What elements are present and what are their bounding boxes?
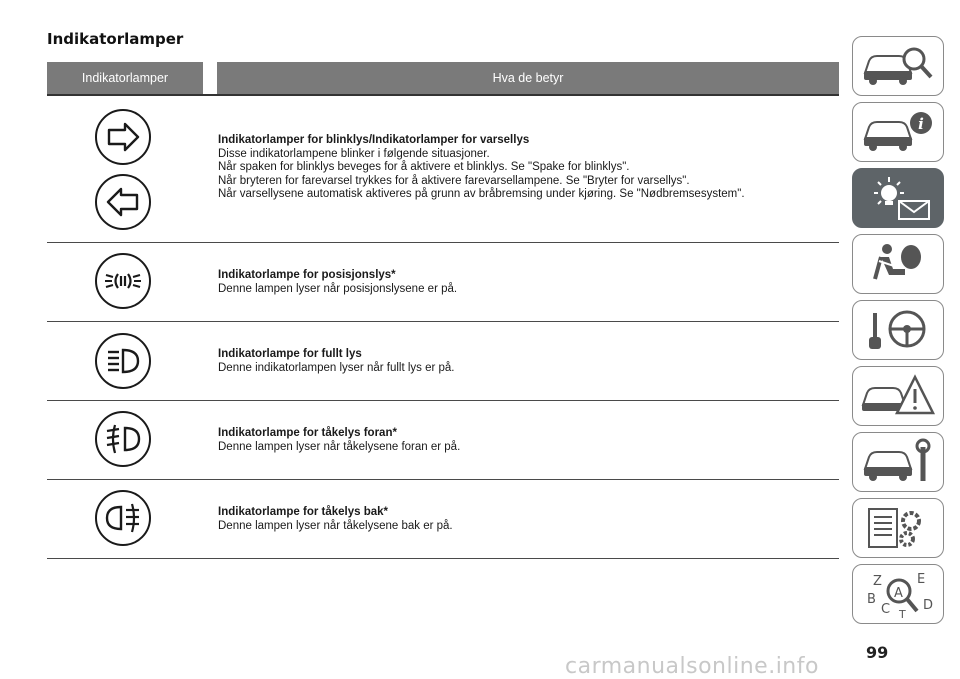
tab-index[interactable] <box>852 564 944 624</box>
row-description: Denne indikatorlampen lyser når fullt lys er på. <box>218 361 455 374</box>
row-title: Indikatorlamper for blinklys/Indikatorlamper for varsellys <box>218 134 530 146</box>
turn-signal-right-icon <box>95 109 151 165</box>
watermark: carmanualsonline.info <box>565 654 819 679</box>
car-info-icon <box>859 107 937 157</box>
index-letter: E <box>917 572 926 587</box>
table-header <box>47 62 839 96</box>
table-row <box>47 96 839 243</box>
seat-airbag-icon <box>859 239 937 289</box>
tab-seat-airbag[interactable] <box>852 234 944 294</box>
table-row <box>47 322 839 401</box>
table-row <box>47 480 839 559</box>
row-description: Når varsellysene automatisk aktiveres på grunn av bråbremsing under kjøring. Se "Nødbremsesystem". <box>218 188 745 200</box>
row-description: Når bryteren for farevarsel trykkes for å aktivere farevarsellampene. Se "Bryter for varsellys". <box>218 174 690 187</box>
tab-car-maintenance[interactable] <box>852 432 944 492</box>
tab-specifications[interactable] <box>852 498 944 558</box>
car-wrench-icon <box>859 437 937 487</box>
svg-text:i: i <box>918 115 924 133</box>
index-letter: A <box>894 586 903 601</box>
car-search-icon <box>859 41 937 91</box>
table-row <box>47 401 839 480</box>
index-letter: B <box>867 592 876 607</box>
header-meaning-column: Hva de betyr <box>492 71 564 85</box>
row-title: Indikatorlampe for tåkelys foran* <box>218 427 397 439</box>
rear-fog-light-icon <box>95 490 151 546</box>
row-description: Denne lampen lyser når tåkelysene foran er på. <box>218 440 461 453</box>
tab-warning-lights[interactable] <box>852 168 944 228</box>
front-fog-light-icon <box>95 411 151 467</box>
turn-signal-left-icon <box>95 174 151 230</box>
row-title: Indikatorlampe for tåkelys bak* <box>218 506 389 518</box>
car-hazard-triangle-icon <box>859 371 937 421</box>
steering-wheel-key-icon <box>859 305 937 355</box>
row-title: Indikatorlampe for fullt lys <box>218 348 362 360</box>
index-letter: Z <box>873 574 882 589</box>
row-description: Disse indikatorlampene blinker i følgende situasjoner. <box>218 147 490 160</box>
row-title: Indikatorlampe for posisjonslys* <box>218 269 396 281</box>
warning-light-message-icon <box>859 173 937 223</box>
tab-car-info[interactable] <box>852 102 944 162</box>
tab-car-search[interactable] <box>852 36 944 96</box>
index-letter: C <box>881 602 891 617</box>
table-row <box>47 243 839 322</box>
specs-gear-icon <box>859 503 937 553</box>
row-description: Når spaken for blinklys beveges for å aktivere et blinklys. Se "Spake for blinklys". <box>218 161 630 173</box>
alphabetical-index-icon <box>859 569 937 619</box>
high-beam-icon <box>95 333 151 389</box>
header-indicator-column: Indikatorlamper <box>81 71 169 85</box>
page-title: Indikatorlamper <box>47 30 184 48</box>
row-description: Denne lampen lyser når tåkelysene bak er på. <box>218 519 453 532</box>
index-letter: T <box>899 608 906 619</box>
index-letter: D <box>923 598 934 613</box>
position-light-icon <box>95 253 151 309</box>
tab-car-hazard[interactable] <box>852 366 944 426</box>
tab-steering-key[interactable] <box>852 300 944 360</box>
row-description: Denne lampen lyser når posisjonslysene er på. <box>218 282 458 295</box>
page-number: 99 <box>866 643 889 662</box>
